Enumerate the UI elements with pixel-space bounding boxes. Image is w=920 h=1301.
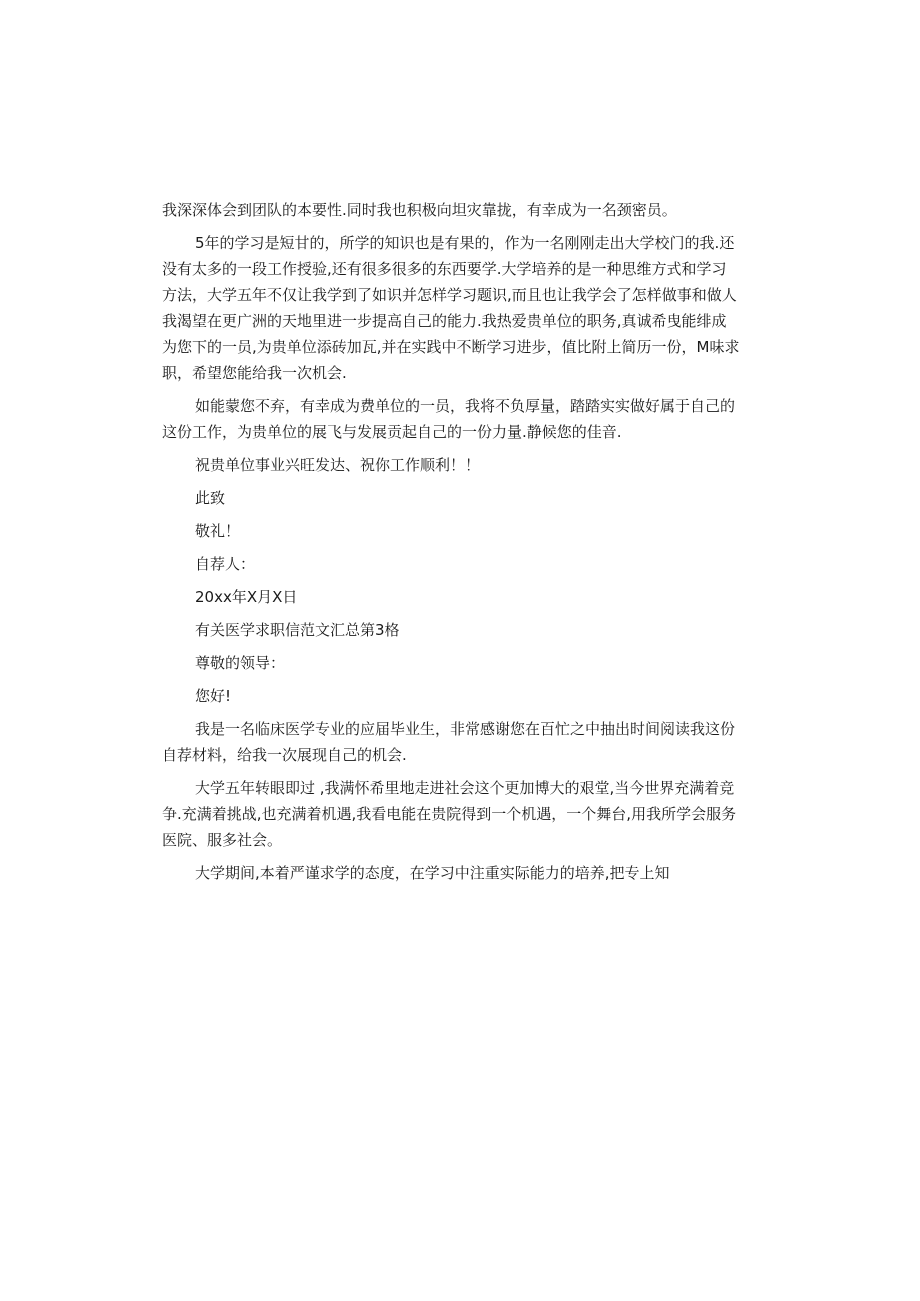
paragraph [162,584,762,610]
text-line: 有关医学求职信范文汇总第3格 [195,621,400,639]
text-line: 此致 [195,489,226,507]
text-line: 如能蒙您不弃，有幸成为费单位的一员，我将不负厚量，踏踏实实做好属于自己的 [195,397,736,415]
paragraph [162,775,762,853]
text-line: 大学期间,本着严谨求学的态度，在学习中注重实际能力的培养,把专上知 [195,864,670,882]
paragraph [162,551,762,577]
paragraph [162,518,762,544]
paragraph [162,716,762,768]
letter-body [162,197,762,893]
text-line: 自荐材料，给我一次展现自己的机会. [162,746,407,764]
text-line: 我深深体会到团队的本要性.同时我也积极向坦灾靠拢，有幸成为一名颈密员。 [162,201,677,219]
text-line: 方法，大学五年不仅让我学到了如识并怎样学习题识,而且也让我学会了怎样做事和做人 [162,286,737,304]
text-line: 争.充满着挑战,也充满着机遇,我看电能在贵院得到一个机遇，一个舞台,用我所学会服务 [162,805,737,823]
paragraph [162,197,762,223]
text-line: 大学五年转眼即过 ,我满怀希里地走进社会这个更加博大的艰堂,当今世界充满着竞 [195,779,735,797]
paragraph [162,485,762,511]
text-line: 这份工作，为贵单位的展飞与发展贡起自己的一份力量.静候您的佳音. [162,423,622,441]
text-line: 您好! [195,687,232,705]
paragraph [162,860,762,886]
text-line: 没有太多的一段工作授验,还有很多很多的东西要学.大学培养的是一种思维方式和学习 [162,260,727,278]
text-line: 20xx年X月X日 [195,588,298,606]
text-line: 为您下的一员,为贵单位添砖加瓦,并在实践中不断学习进步，值比附上简历一份，M味求 [162,338,740,356]
paragraph [162,393,762,445]
text-line: 职，希望您能给我一次机会. [162,364,347,382]
text-line: 自荐人： [195,555,256,573]
text-line: 祝贵单位事业兴旺发达、祝你工作顺利！！ [195,456,481,474]
paragraph [162,230,762,386]
text-line: 5年的学习是短甘的，所学的知识也是有果的，作为一名刚刚走出大学校门的我.还 [195,234,735,252]
text-line: 我是一名临床医学专业的应届毕业生，非常感谢您在百忙之中抽出时间阅读我这份 [195,720,736,738]
text-line: 敬礼！ [195,522,241,540]
paragraph [162,452,762,478]
paragraph [162,617,762,643]
paragraph [162,650,762,676]
text-line: 尊敬的领导： [195,654,286,672]
paragraph [162,683,762,709]
text-line: 医院、服多社会。 [162,831,283,849]
text-line: 我渴望在更广洲的天地里进一步提高自己的能力.我热爱贵单位的职务,真诚希曳能绯成 [162,312,727,330]
